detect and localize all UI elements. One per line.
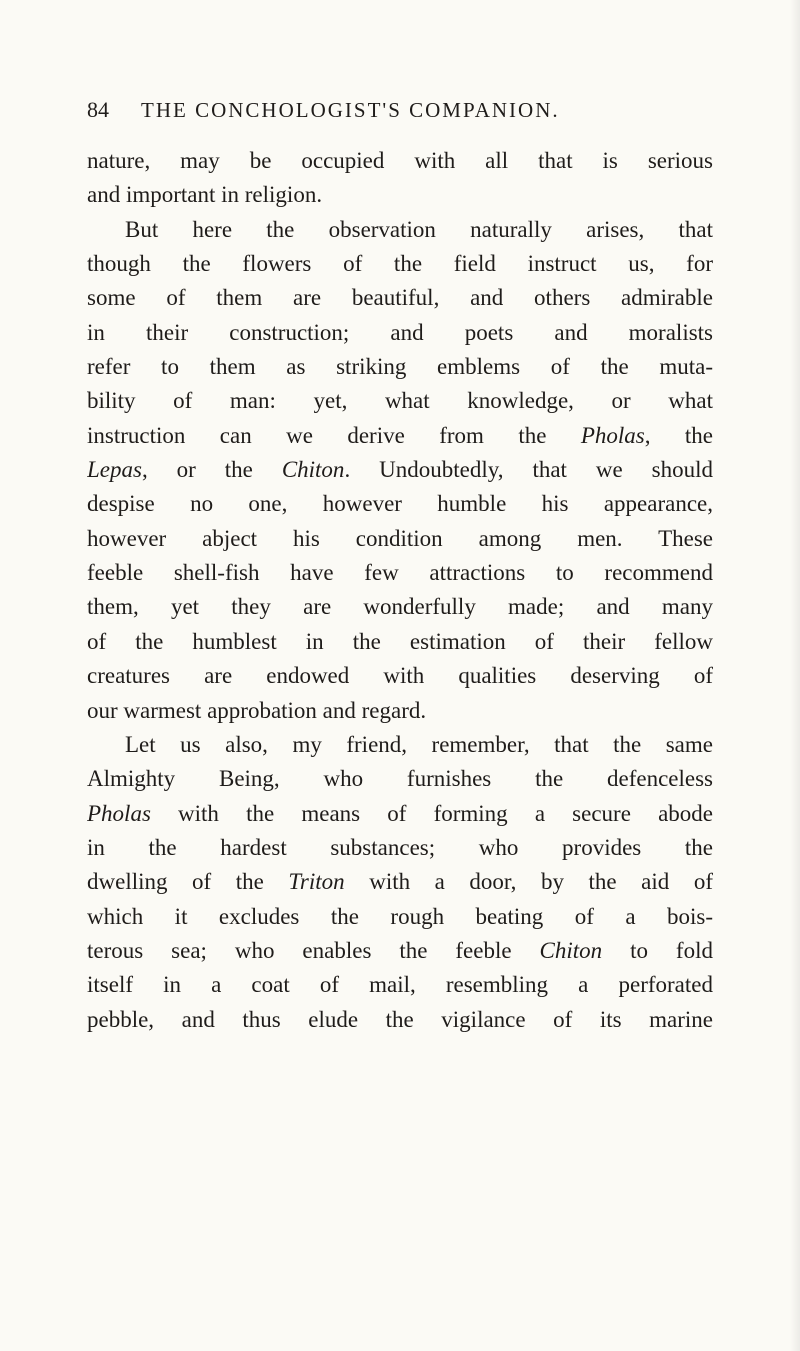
text-line: instruction can we derive from the Pholas, the (87, 422, 713, 448)
text-line: in their construction; and poets and moralists (87, 319, 713, 345)
italic-word: Chiton (281, 457, 345, 483)
page-edge-shadow (790, 0, 800, 1351)
text-line: terous sea; who enables the feeble Chiton to fold (87, 937, 713, 963)
text-line: feeble shell-fish have few attractions to recommend (87, 560, 713, 586)
text-line: our warmest approbation and regard. (87, 697, 427, 723)
text-line: despise no one, however humble his appearance, (87, 491, 713, 517)
text-line: which it excludes the rough beating of a bois- (87, 903, 713, 929)
text-line: dwelling of the Triton with a door, by the aid of (87, 869, 713, 895)
paragraph-start-line: But here the observation naturally arises, that (125, 216, 713, 242)
text-line: creatures are endowed with qualities deserving of (87, 663, 713, 689)
running-head: THE CONCHOLOGIST'S COMPANION. (141, 98, 560, 122)
text-line: itself in a coat of mail, resembling a perforated (87, 972, 713, 998)
text-line: refer to them as striking emblems of the muta- (87, 354, 713, 380)
text-line: them, yet they are wonderfully made; and many (87, 594, 713, 620)
italic-word: Pholas (87, 800, 151, 826)
italic-word: Pholas (580, 422, 645, 448)
page-number: 84 (87, 97, 109, 122)
italic-word: Lepas (87, 457, 142, 483)
paragraph-start-line: Let us also, my friend, remember, that the same (125, 731, 713, 757)
text-line: though the flowers of the field instruct us, for (87, 251, 713, 277)
text-line: however abject his condition among men. These (87, 525, 713, 551)
text-line: bility of man: yet, what knowledge, or what (87, 388, 713, 414)
text-line: Pholas with the means of forming a secure abode (87, 800, 713, 826)
text-line: pebble, and thus elude the vigilance of its marine (87, 1006, 713, 1032)
text-line: Lepas, or the Chiton. Undoubtedly, that we should (87, 457, 713, 483)
text-line: of the humblest in the estimation of their fellow (87, 628, 713, 654)
text-line: in the hardest substances; who provides the (87, 834, 713, 860)
text-line: Almighty Being, who furnishes the defenceless (87, 766, 713, 792)
page-header (87, 94, 727, 126)
italic-word: Triton (288, 869, 345, 895)
text-line: and important in religion. (87, 182, 323, 208)
italic-word: Chiton (539, 937, 603, 963)
body-text (87, 144, 713, 1037)
text-line: nature, may be occupied with all that is serious (87, 148, 713, 173)
text-line: some of them are beautiful, and others admirable (87, 285, 713, 311)
